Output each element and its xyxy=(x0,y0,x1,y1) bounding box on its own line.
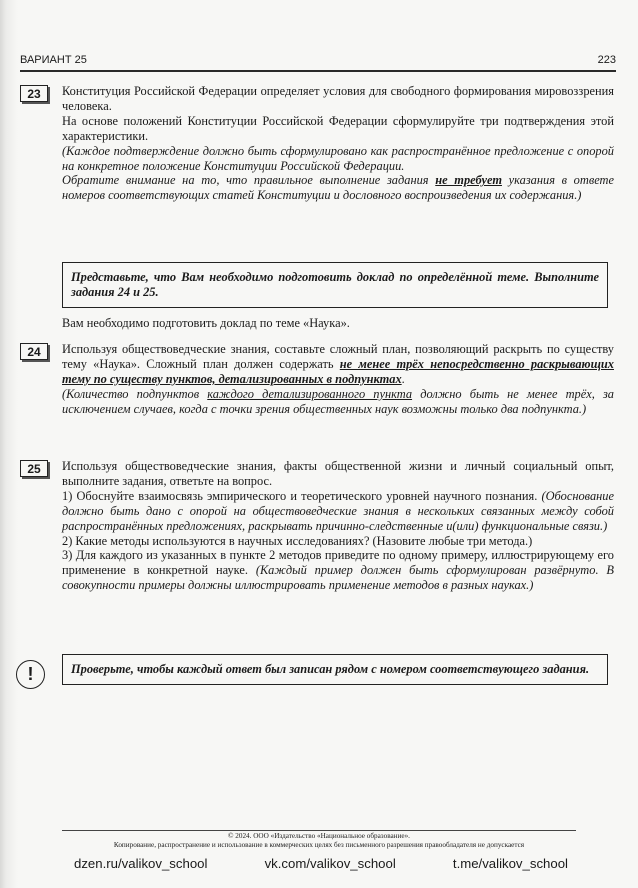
task-25-item-1-question: 1) Обоснуйте взаимосвязь эмпирического и теоретического уровней научного познания. xyxy=(62,488,542,503)
task-24-instruction-end: . xyxy=(401,371,405,386)
page-header xyxy=(20,50,616,66)
footer-link-vk[interactable]: vk.com/valikov_school xyxy=(264,856,396,871)
task-25-item-3-note: (Каждый пример должен быть сформулирован развёрнуто. В совокупности примеры должны иллюстрировать применение методов в разных науках.) xyxy=(62,563,614,593)
task-24-requirement: не менее трёх непосредственно раскрывающих тему по существу пунктов, детализированных в подпунктах xyxy=(62,356,614,386)
task-25-item-2: 2) Какие методы используются в научных исследованиях? (Назовите любые три метода.) xyxy=(62,533,533,548)
task-24-text xyxy=(62,342,614,417)
header-divider xyxy=(20,70,616,72)
footer-link-dzen[interactable]: dzen.ru/valikov_school xyxy=(74,856,208,871)
task-24-note xyxy=(62,387,614,417)
task-25-intro: Используя обществоведческие знания, факты общественной жизни и личный социальный опыт, выполните задания, ответьте на вопрос. xyxy=(62,459,614,488)
reminder-box: Проверьте, чтобы каждый ответ был записан рядом с номером соответствующего задания. xyxy=(62,654,608,685)
report-instruction-box: Представьте, что Вам необходимо подготовить доклад по определённой теме. Выполните задания 24 и 25. xyxy=(62,262,608,308)
task-23-not-required: не требует xyxy=(435,173,502,188)
variant-label: ВАРИАНТ 25 xyxy=(20,54,87,66)
task-24-note-start: (Количество подпунктов xyxy=(62,386,208,401)
task-23-question: На основе положений Конституции Российской Федерации сформулируйте три подтверждения этой характеристики. xyxy=(62,113,614,143)
task-23-attention-end: указания в ответе номеров соответствующих статей Конституции и дословного воспроизведения их содержания.) xyxy=(62,173,614,203)
task-25-text xyxy=(62,459,614,593)
task-23-attention-start: Обратите внимание на то, что правильное выполнение задания xyxy=(62,173,436,188)
footer-links xyxy=(74,856,568,871)
page-number: 223 xyxy=(597,54,616,66)
task-24-instruction xyxy=(62,342,614,387)
copyright-line: © 2024. ООО «Издательство «Национальное образование». xyxy=(228,832,410,840)
task-number-badge: 24 xyxy=(20,343,48,360)
task-24-instruction-start: Используя обществоведческие знания, составьте сложный план, позволяющий раскрыть по существу тему «Наука». Сложный план должен содержать xyxy=(62,342,614,371)
footer-link-telegram[interactable]: t.me/valikov_school xyxy=(452,856,568,871)
task-23-attention xyxy=(62,173,614,203)
task-25-item-3 xyxy=(62,548,614,593)
exclamation-icon: ! xyxy=(16,660,45,689)
task-24-note-emphasis: каждого детализированного пункта xyxy=(207,386,413,401)
rights-notice: Копирование, распространение и использование в коммерческих целях без письменного разрешения правообладателя не допускается xyxy=(113,841,525,849)
task-25-item-1-note: (Обоснование должно быть дано с опорой на обществоведческие знания в нескольких связанных между собой распространённых предложениях, раскрывать причинно-следственные и(или) функциональные связи.) xyxy=(62,488,614,533)
task-25-item-1 xyxy=(62,489,614,534)
task-23-intro: Конституция Российской Федерации определяет условия для свободного формирования мировоззрения человека. xyxy=(62,84,614,113)
footer-divider xyxy=(62,830,576,831)
task-number-badge: 23 xyxy=(20,85,48,102)
report-topic: Вам необходимо подготовить доклад по теме «Наука». xyxy=(62,316,350,330)
task-23-note: (Каждое подтверждение должно быть сформулировано как распространённое предложение с опорой на конкретное положение Конституции Российской Федерации. xyxy=(62,143,614,173)
task-23-text xyxy=(62,84,614,203)
task-24-note-end: должно быть не менее трёх, за исключением случаев, когда с точки зрения общественных наук возможны только два подпункта.) xyxy=(62,386,614,416)
task-number-badge: 25 xyxy=(20,460,48,477)
task-25-item-3-question: 3) Для каждого из указанных в пункте 2 методов приведите по одному примеру, иллюстрирующему его применение в конкретной науке. xyxy=(62,548,614,578)
